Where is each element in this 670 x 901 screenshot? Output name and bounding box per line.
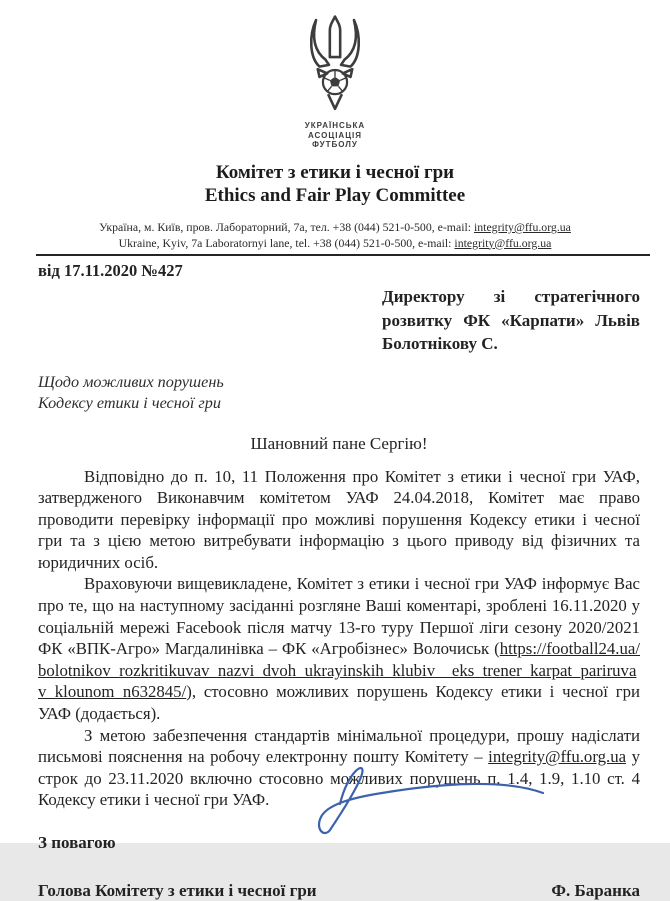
address-line-en [0, 236, 670, 252]
subject-line: Кодексу етики і чесної гри [38, 393, 221, 412]
inline-link[interactable]: https://football24.ua/bolotnikov_rozkritikuvav_nazvi_dvoh_ukrayinskih_klubiv__eks_trener_karpat_pariruvav_klounom_n632845/ [38, 639, 640, 702]
logo-caption [296, 121, 374, 150]
body-paragraph [38, 725, 640, 811]
text-run: Відповідно до п. 10, 11 Положення про Комітет з етики і чесної гри УАФ, затвердженого Виконавчим комітетом УАФ 24.04.2018, Комітет має право проводити перевірку інформації про можливі порушення Кодексу етики і чесної гри та з цією метою витребувати інформацію з цього приводу від фізичних та юридичних осіб. [38, 466, 640, 572]
addressee-line: Директору зі стратегічного [382, 287, 640, 306]
subject-line: Щодо можливих порушень [38, 372, 224, 391]
addressee-line: розвитку ФК «Карпати» Львів [382, 310, 640, 330]
addressee-line: Болотнікову С. [382, 334, 498, 353]
text-run: Враховуючи вищевикладене, Комітет з етики і чесної гри УАФ інформує Вас про те, що на наступному засіданні розгляне Ваші коментарі, зроблені 16.11.2020 у соціальній мережі Facebook після матчу 13-го туру Першої ліги сезону 2020/2021 ФК «ВПК-Агро» Магдалинівка – ФК «Агробізнес» Волочиськ ( [38, 574, 640, 659]
letter-content [0, 261, 670, 901]
logo-caption-line: ФУТБОЛУ [312, 140, 358, 149]
address-line-uk [0, 220, 670, 236]
logo-caption-line: УКРАЇНСЬКА [304, 121, 366, 130]
letterhead [0, 0, 670, 251]
text-run: З метою забезпечення стандартів мінімальної процедури, прошу надіслати письмові пояснення на робочу електронну пошту Комітету – [38, 725, 640, 767]
letterhead-address [0, 220, 670, 251]
inline-link[interactable]: integrity@ffu.org.ua [488, 747, 627, 767]
letter-body [38, 466, 640, 812]
body-paragraph [38, 573, 640, 724]
email-link[interactable]: integrity@ffu.org.ua [454, 235, 552, 250]
body-paragraph [38, 466, 640, 574]
text-run: ), стосовно можливих порушень Кодексу етики і чесної гри УАФ (додається). [38, 682, 640, 724]
uaf-logo [296, 14, 374, 150]
closing-regards: З повагою [38, 833, 116, 852]
addressee-block [382, 285, 640, 356]
signer-position: Голова Комітету з етики і чесної гри [38, 881, 317, 900]
text-run: у строк до 23.11.2020 включно стосовно можливих порушень п. 1.4, 1.9, 1.10 ст. 4 Кодексу етики і чесної гри УАФ. [38, 747, 640, 810]
signer-name: Ф. Баранка [551, 881, 640, 900]
salutation: Шановний пане Сергію! [250, 433, 428, 453]
email-link[interactable]: integrity@ffu.org.ua [473, 220, 571, 234]
committee-title-en: Ethics and Fair Play Committee [204, 185, 466, 206]
signoff-row [38, 881, 640, 901]
subject-block [38, 372, 640, 414]
logo-caption-line: АСОЦІАЦІЯ [307, 130, 363, 140]
uaf-trident-logo [296, 14, 374, 114]
committee-title-uk: Комітет з етики і чесної гри [215, 162, 455, 183]
address-uk-text: Україна, м. Київ, пров. Лабораторний, 7а, тел. +38 (044) 521-0-500, e-mail: [99, 220, 474, 234]
reference-number: від 17.11.2020 №427 [38, 261, 183, 280]
letterhead-divider [36, 254, 650, 256]
address-en-text: Ukraine, Kyiv, 7a Laboratornyi lane, tel. +38 (044) 521-0-500, e-mail: [118, 235, 455, 250]
